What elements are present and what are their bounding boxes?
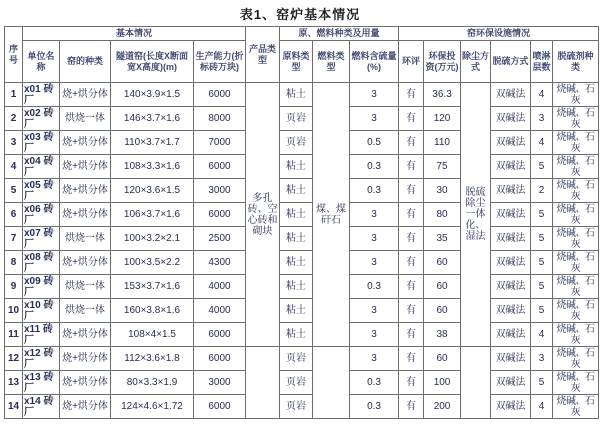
cell-desulf-method: 双碱法 — [491, 83, 531, 107]
cell-desulf-agent: 烧碱、石灰 — [553, 371, 599, 395]
cell-spray-layers: 5 — [531, 275, 553, 299]
cell-spray-layers: 4 — [531, 395, 553, 419]
cell-capacity: 6000 — [194, 395, 246, 419]
cell-unit-name: x06 砖厂 — [23, 203, 60, 227]
cell-unit-name: x10 砖厂 — [23, 299, 60, 323]
cell-env-investment: 60 — [424, 251, 461, 275]
cell-desulf-agent: 烧碱、石灰 — [553, 155, 599, 179]
cell-desulf-agent: 烧碱、石灰 — [553, 83, 599, 107]
cell-material-type: 粘土 — [280, 83, 313, 107]
cell-material-type: 页岩 — [280, 347, 313, 371]
cell-kiln-type: 烧+烘分体 — [60, 179, 111, 203]
cell-material-type: 粘土 — [280, 299, 313, 323]
cell-seq: 7 — [5, 227, 23, 251]
table-row — [5, 131, 599, 155]
cell-env-investment: 30 — [424, 179, 461, 203]
cell-material-type: 粘土 — [280, 203, 313, 227]
cell-desulf-method: 双碱法 — [491, 323, 531, 347]
cell-spray-layers: 4 — [531, 323, 553, 347]
cell-spray-layers: 3 — [531, 107, 553, 131]
table-row — [5, 251, 599, 275]
cell-eia: 有 — [399, 107, 424, 131]
cell-sulfur-content: 3 — [350, 203, 399, 227]
cell-unit-name: x07 砖厂 — [23, 227, 60, 251]
table-row — [5, 203, 599, 227]
cell-desulf-method: 双碱法 — [491, 107, 531, 131]
cell-eia: 有 — [399, 83, 424, 107]
cell-capacity: 6000 — [194, 203, 246, 227]
cell-capacity: 2500 — [194, 227, 246, 251]
cell-sulfur-content: 0.3 — [350, 155, 399, 179]
table-row — [5, 275, 599, 299]
cell-material-type: 页岩 — [280, 107, 313, 131]
cell-eia: 有 — [399, 371, 424, 395]
table-row — [5, 83, 599, 107]
cell-env-investment: 120 — [424, 107, 461, 131]
cell-product-type-merged: 多孔砖、空心砖和砌块 — [246, 83, 280, 347]
cell-capacity: 8000 — [194, 107, 246, 131]
cell-spray-layers: 2 — [531, 179, 553, 203]
col-header-desulf-agent: 脱硫剂种类 — [553, 41, 599, 83]
cell-desulf-method: 双碱法 — [491, 371, 531, 395]
cell-spray-layers: 5 — [531, 371, 553, 395]
cell-unit-name: x11 砖厂 — [23, 323, 60, 347]
cell-kiln-type: 烧+烘分体 — [60, 251, 111, 275]
cell-unit-name: x14 砖厂 — [23, 395, 60, 419]
cell-eia: 有 — [399, 275, 424, 299]
cell-sulfur-content: 3 — [350, 323, 399, 347]
cell-seq: 6 — [5, 203, 23, 227]
cell-capacity: 4000 — [194, 275, 246, 299]
cell-sulfur-content: 3 — [350, 227, 399, 251]
cell-eia: 有 — [399, 179, 424, 203]
cell-eia: 有 — [399, 323, 424, 347]
cell-capacity: 4000 — [194, 299, 246, 323]
cell-material-type: 粘土 — [280, 179, 313, 203]
cell-product-type-empty — [246, 347, 280, 419]
col-header-sulfur-content: 燃料含硫量(%) — [350, 41, 399, 83]
cell-desulf-method: 双碱法 — [491, 155, 531, 179]
cell-capacity: 3000 — [194, 179, 246, 203]
cell-seq: 5 — [5, 179, 23, 203]
cell-seq: 8 — [5, 251, 23, 275]
table-row — [5, 347, 599, 371]
cell-material-type: 页岩 — [280, 131, 313, 155]
header-group-row — [5, 27, 599, 41]
cell-dimensions: 100×3.2×2.1 — [111, 227, 194, 251]
cell-seq: 10 — [5, 299, 23, 323]
cell-env-investment: 200 — [424, 395, 461, 419]
table-row — [5, 155, 599, 179]
cell-env-investment: 110 — [424, 131, 461, 155]
cell-dimensions: 108×4×1.5 — [111, 323, 194, 347]
cell-desulf-agent: 烧碱、石灰 — [553, 347, 599, 371]
cell-desulf-method: 双碱法 — [491, 131, 531, 155]
cell-dedust-method-empty — [461, 347, 491, 419]
cell-capacity: 3000 — [194, 371, 246, 395]
cell-desulf-agent: 烧碱、石灰 — [553, 203, 599, 227]
cell-spray-layers: 5 — [531, 227, 553, 251]
cell-kiln-type: 烧+烘分体 — [60, 83, 111, 107]
cell-seq: 3 — [5, 131, 23, 155]
table-row — [5, 107, 599, 131]
cell-desulf-agent: 烧碱、石灰 — [553, 395, 599, 419]
cell-desulf-method: 双碱法 — [491, 299, 531, 323]
cell-kiln-type: 烘烧一体 — [60, 299, 111, 323]
cell-sulfur-content: 3 — [350, 299, 399, 323]
cell-dimensions: 80×3.3×1.9 — [111, 371, 194, 395]
cell-sulfur-content: 3 — [350, 107, 399, 131]
cell-kiln-type: 烧+烘分体 — [60, 131, 111, 155]
cell-desulf-agent: 烧碱、石灰 — [553, 275, 599, 299]
cell-eia: 有 — [399, 251, 424, 275]
cell-dimensions: 108×3.3×1.6 — [111, 155, 194, 179]
cell-sulfur-content: 3 — [350, 83, 399, 107]
cell-unit-name: x02 砖厂 — [23, 107, 60, 131]
cell-kiln-type: 烘烧一体 — [60, 275, 111, 299]
cell-dimensions: 110×3.7×1.7 — [111, 131, 194, 155]
cell-kiln-type: 烘烧一体 — [60, 107, 111, 131]
group-header-env: 窑环保设施情况 — [399, 27, 599, 41]
cell-env-investment: 100 — [424, 371, 461, 395]
cell-unit-name: x12 砖厂 — [23, 347, 60, 371]
cell-sulfur-content: 3 — [350, 251, 399, 275]
col-header-desulf-method: 脱硫方式 — [491, 41, 531, 83]
cell-fuel-type-merged: 煤、煤矸石 — [313, 83, 350, 347]
cell-material-type: 页岩 — [280, 395, 313, 419]
cell-desulf-method: 双碱法 — [491, 395, 531, 419]
kiln-info-table — [4, 26, 599, 419]
cell-seq: 2 — [5, 107, 23, 131]
cell-capacity: 6000 — [194, 83, 246, 107]
cell-kiln-type: 烧+烘分体 — [60, 347, 111, 371]
cell-capacity: 7000 — [194, 131, 246, 155]
cell-material-type: 粘土 — [280, 323, 313, 347]
cell-desulf-agent: 烧碱、石灰 — [553, 251, 599, 275]
cell-unit-name: x09 砖厂 — [23, 275, 60, 299]
table-header — [5, 27, 599, 83]
table-row — [5, 323, 599, 347]
cell-kiln-type: 烧+烘分体 — [60, 323, 111, 347]
cell-dimensions: 124×4.6×1.72 — [111, 395, 194, 419]
cell-kiln-type: 烧+烘分体 — [60, 203, 111, 227]
cell-unit-name: x01 砖厂 — [23, 83, 60, 107]
col-header-fuel-type: 燃料类型 — [313, 41, 350, 83]
cell-seq: 13 — [5, 371, 23, 395]
cell-material-type: 页岩 — [280, 371, 313, 395]
cell-sulfur-content: 3 — [350, 347, 399, 371]
cell-dimensions: 112×3.6×1.8 — [111, 347, 194, 371]
cell-env-investment: 60 — [424, 347, 461, 371]
cell-unit-name: x04 砖厂 — [23, 155, 60, 179]
table-row — [5, 227, 599, 251]
cell-dimensions: 100×3.5×2.2 — [111, 251, 194, 275]
cell-kiln-type: 烧+烘分体 — [60, 371, 111, 395]
cell-desulf-method: 双碱法 — [491, 251, 531, 275]
col-header-eia: 环评 — [399, 41, 424, 83]
cell-dimensions: 146×3.7×1.6 — [111, 107, 194, 131]
cell-capacity: 6000 — [194, 347, 246, 371]
cell-dimensions: 140×3.9×1.5 — [111, 83, 194, 107]
cell-dimensions: 153×3.7×1.6 — [111, 275, 194, 299]
col-header-material-type: 原料类型 — [280, 41, 313, 83]
page-title: 表1、窑炉基本情况 — [239, 7, 361, 22]
cell-dimensions: 120×3.6×1.5 — [111, 179, 194, 203]
cell-sulfur-content: 0.3 — [350, 179, 399, 203]
cell-env-investment: 60 — [424, 275, 461, 299]
cell-sulfur-content: 0.3 — [350, 371, 399, 395]
cell-eia: 有 — [399, 395, 424, 419]
cell-sulfur-content: 0.5 — [350, 131, 399, 155]
cell-desulf-method: 双碱法 — [491, 275, 531, 299]
col-header-spray-layers: 喷淋层数 — [531, 41, 553, 83]
table-row — [5, 299, 599, 323]
cell-capacity: 6000 — [194, 323, 246, 347]
cell-desulf-method: 双碱法 — [491, 227, 531, 251]
cell-desulf-method: 双碱法 — [491, 347, 531, 371]
cell-env-investment: 35 — [424, 227, 461, 251]
col-header-seq: 序号 — [5, 27, 23, 83]
col-header-env-investment: 环保投资(万元) — [424, 41, 461, 83]
table-row — [5, 395, 599, 419]
cell-spray-layers: 5 — [531, 203, 553, 227]
cell-desulf-agent: 烧碱、石灰 — [553, 227, 599, 251]
cell-unit-name: x08 砖厂 — [23, 251, 60, 275]
cell-eia: 有 — [399, 347, 424, 371]
cell-desulf-method: 双碱法 — [491, 203, 531, 227]
cell-dimensions: 160×3.8×1.6 — [111, 299, 194, 323]
table-row — [5, 371, 599, 395]
table-body — [5, 83, 599, 419]
cell-kiln-type: 烧+烘分体 — [60, 395, 111, 419]
table-row — [5, 179, 599, 203]
cell-spray-layers: 5 — [531, 299, 553, 323]
cell-material-type: 粘土 — [280, 155, 313, 179]
header-sub-row — [5, 41, 599, 83]
cell-eia: 有 — [399, 131, 424, 155]
cell-material-type: 粘土 — [280, 275, 313, 299]
cell-spray-layers: 4 — [531, 131, 553, 155]
cell-desulf-agent: 烧碱、石灰 — [553, 131, 599, 155]
cell-desulf-agent: 烧碱、石灰 — [553, 179, 599, 203]
col-header-capacity: 生产能力(折标砖万块) — [194, 41, 246, 83]
cell-seq: 11 — [5, 323, 23, 347]
cell-desulf-method: 双碱法 — [491, 179, 531, 203]
cell-spray-layers: 5 — [531, 251, 553, 275]
cell-desulf-agent: 烧碱、石灰 — [553, 323, 599, 347]
cell-capacity: 6000 — [194, 155, 246, 179]
cell-kiln-type: 烘烧一体 — [60, 227, 111, 251]
cell-desulf-agent: 烧碱、石灰 — [553, 299, 599, 323]
cell-seq: 9 — [5, 275, 23, 299]
col-header-tunnel-kiln: 隧道窑(长度X断面宽X高度)(m) — [111, 41, 194, 83]
cell-material-type: 粘土 — [280, 227, 313, 251]
cell-sulfur-content: 0.3 — [350, 275, 399, 299]
cell-spray-layers: 3 — [531, 347, 553, 371]
cell-fuel-type-empty — [313, 347, 350, 419]
cell-env-investment: 60 — [424, 299, 461, 323]
cell-dimensions: 106×3.7×1.6 — [111, 203, 194, 227]
cell-eia: 有 — [399, 227, 424, 251]
col-header-product-type: 产品类型 — [246, 27, 280, 83]
group-header-fuel: 原、燃料种类及用量 — [280, 27, 399, 41]
cell-spray-layers: 4 — [531, 83, 553, 107]
cell-env-investment: 36.3 — [424, 83, 461, 107]
cell-unit-name: x03 砖厂 — [23, 131, 60, 155]
cell-eia: 有 — [399, 155, 424, 179]
cell-eia: 有 — [399, 299, 424, 323]
cell-seq: 12 — [5, 347, 23, 371]
cell-unit-name: x13 砖厂 — [23, 371, 60, 395]
col-header-dedust-method: 除尘方式 — [461, 41, 491, 83]
cell-seq: 1 — [5, 83, 23, 107]
cell-env-investment: 75 — [424, 155, 461, 179]
col-header-kiln-type: 窑的种类 — [60, 41, 111, 83]
group-header-basic: 基本情况 — [23, 27, 246, 41]
cell-unit-name: x05 砖厂 — [23, 179, 60, 203]
cell-desulf-agent: 烧碱、石灰 — [553, 107, 599, 131]
col-header-unit-name: 单位名称 — [23, 41, 60, 83]
cell-capacity: 4300 — [194, 251, 246, 275]
cell-kiln-type: 烧+烘分体 — [60, 155, 111, 179]
cell-eia: 有 — [399, 203, 424, 227]
cell-sulfur-content: 0.3 — [350, 395, 399, 419]
cell-env-investment: 38 — [424, 323, 461, 347]
cell-dedust-method-merged: 脱硫除尘一体化、湿法 — [461, 83, 491, 347]
cell-material-type: 粘土 — [280, 251, 313, 275]
cell-env-investment: 80 — [424, 203, 461, 227]
cell-spray-layers: 5 — [531, 155, 553, 179]
cell-seq: 14 — [5, 395, 23, 419]
cell-seq: 4 — [5, 155, 23, 179]
